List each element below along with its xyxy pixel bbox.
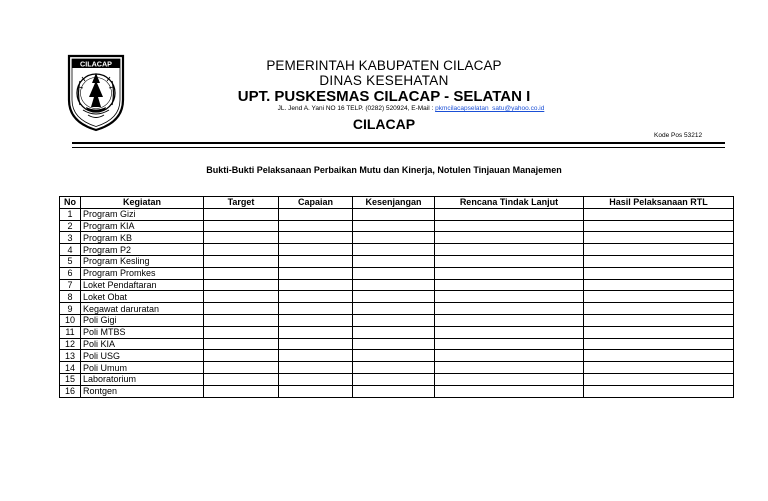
kesenjangan-cell[interactable]	[353, 373, 435, 385]
capaian-cell[interactable]	[279, 232, 353, 244]
target-cell[interactable]	[204, 338, 279, 350]
row-number-cell: 8	[60, 291, 81, 303]
capaian-cell[interactable]	[279, 362, 353, 374]
kegiatan-cell: Rontgen	[81, 385, 204, 397]
row-number-cell: 14	[60, 362, 81, 374]
kesenjangan-cell[interactable]	[353, 244, 435, 256]
hasil-pelaksanaan-rtl-cell[interactable]	[584, 303, 734, 315]
target-cell[interactable]	[204, 373, 279, 385]
hasil-pelaksanaan-rtl-cell[interactable]	[584, 291, 734, 303]
row-number-cell: 7	[60, 279, 81, 291]
target-cell[interactable]	[204, 279, 279, 291]
table-row	[60, 232, 734, 244]
table-row	[60, 373, 734, 385]
rencana-tindak-lanjut-cell[interactable]	[435, 255, 584, 267]
row-number-cell: 4	[60, 244, 81, 256]
kegiatan-cell: Program Gizi	[81, 208, 204, 220]
row-number-cell: 16	[60, 385, 81, 397]
hasil-pelaksanaan-rtl-cell[interactable]	[584, 338, 734, 350]
table-row	[60, 362, 734, 374]
rencana-tindak-lanjut-cell[interactable]	[435, 208, 584, 220]
table-row	[60, 267, 734, 279]
capaian-cell[interactable]	[279, 267, 353, 279]
kegiatan-cell: Loket Pendaftaran	[81, 279, 204, 291]
kegiatan-cell: Laboratorium	[81, 373, 204, 385]
row-number-cell: 2	[60, 220, 81, 232]
kegiatan-cell: Program Promkes	[81, 267, 204, 279]
table-row	[60, 338, 734, 350]
rencana-tindak-lanjut-cell[interactable]	[435, 350, 584, 362]
header-address: JL. Jend A. Yani NO 16 TELP. (0282) 520924, E-Mail :	[277, 105, 436, 112]
row-number-cell: 1	[60, 208, 81, 220]
table-row	[60, 244, 734, 256]
kesenjangan-cell[interactable]	[353, 338, 435, 350]
capaian-cell[interactable]	[279, 338, 353, 350]
table-row	[60, 279, 734, 291]
hasil-pelaksanaan-rtl-cell[interactable]	[584, 232, 734, 244]
row-number-cell: 11	[60, 326, 81, 338]
table-row	[60, 385, 734, 397]
kesenjangan-cell[interactable]	[353, 326, 435, 338]
table-row	[60, 220, 734, 232]
table-row	[60, 350, 734, 362]
kegiatan-cell: Program KIA	[81, 220, 204, 232]
hasil-pelaksanaan-rtl-cell[interactable]	[584, 208, 734, 220]
row-number-cell: 13	[60, 350, 81, 362]
rencana-tindak-lanjut-cell[interactable]	[435, 244, 584, 256]
row-number-cell: 15	[60, 373, 81, 385]
header-divider-thick	[72, 142, 725, 144]
svg-text:CILACAP: CILACAP	[80, 59, 112, 69]
hasil-pelaksanaan-rtl-cell[interactable]	[584, 326, 734, 338]
rencana-tindak-lanjut-cell[interactable]	[435, 279, 584, 291]
header-divider-thin	[72, 147, 725, 148]
capaian-cell[interactable]	[279, 373, 353, 385]
kesenjangan-cell[interactable]	[353, 350, 435, 362]
kegiatan-cell: Poli Umum	[81, 362, 204, 374]
column-header-hasil-pelaksanaan-rtl: Hasil Pelaksanaan RTL	[584, 197, 734, 209]
table-row	[60, 208, 734, 220]
rencana-tindak-lanjut-cell[interactable]	[435, 338, 584, 350]
target-cell[interactable]	[204, 232, 279, 244]
capaian-cell[interactable]	[279, 326, 353, 338]
kegiatan-cell: Poli MTBS	[81, 326, 204, 338]
target-cell[interactable]	[204, 208, 279, 220]
target-cell[interactable]	[204, 291, 279, 303]
rencana-tindak-lanjut-cell[interactable]	[435, 267, 584, 279]
kesenjangan-cell[interactable]	[353, 303, 435, 315]
rencana-tindak-lanjut-cell[interactable]	[435, 373, 584, 385]
column-header-capaian: Capaian	[279, 197, 353, 209]
hasil-pelaksanaan-rtl-cell[interactable]	[584, 385, 734, 397]
row-number-cell: 12	[60, 338, 81, 350]
target-cell[interactable]	[204, 326, 279, 338]
header-institution-name: UPT. PUSKESMAS CILACAP - SELATAN I	[237, 88, 531, 105]
kegiatan-cell: Kegawat daruratan	[81, 303, 204, 315]
kesenjangan-cell[interactable]	[353, 314, 435, 326]
target-cell[interactable]	[204, 244, 279, 256]
header-government-line: PEMERINTAH KABUPATEN CILACAP	[266, 58, 502, 73]
kegiatan-cell: Program Kesling	[81, 255, 204, 267]
capaian-cell[interactable]	[279, 279, 353, 291]
rencana-tindak-lanjut-cell[interactable]	[435, 326, 584, 338]
kesenjangan-cell[interactable]	[353, 220, 435, 232]
target-cell[interactable]	[204, 267, 279, 279]
header-email-link[interactable]: pkmcilacapselatan_satu@yahoo.co.id	[435, 105, 545, 112]
kegiatan-cell: Program P2	[81, 244, 204, 256]
kesenjangan-cell[interactable]	[353, 255, 435, 267]
column-header-no: No	[60, 197, 81, 209]
header-address-line	[27, 106, 768, 113]
capaian-cell[interactable]	[279, 350, 353, 362]
kegiatan-cell: Poli KIA	[81, 338, 204, 350]
capaian-cell[interactable]	[279, 255, 353, 267]
target-cell[interactable]	[204, 314, 279, 326]
table-row	[60, 314, 734, 326]
hasil-pelaksanaan-rtl-cell[interactable]	[584, 362, 734, 374]
kesenjangan-cell[interactable]	[353, 208, 435, 220]
rencana-tindak-lanjut-cell[interactable]	[435, 362, 584, 374]
target-cell[interactable]	[204, 362, 279, 374]
rencana-tindak-lanjut-cell[interactable]	[435, 385, 584, 397]
row-number-cell: 5	[60, 255, 81, 267]
kesenjangan-cell[interactable]	[353, 232, 435, 244]
capaian-cell[interactable]	[279, 314, 353, 326]
hasil-pelaksanaan-rtl-cell[interactable]	[584, 373, 734, 385]
row-number-cell: 9	[60, 303, 81, 315]
rencana-tindak-lanjut-cell[interactable]	[435, 220, 584, 232]
header-city: CILACAP	[352, 116, 416, 132]
kesenjangan-cell[interactable]	[353, 279, 435, 291]
header-department-line: DINAS KESEHATAN	[319, 73, 449, 88]
target-cell[interactable]	[204, 220, 279, 232]
hasil-pelaksanaan-rtl-cell[interactable]	[584, 244, 734, 256]
evaluation-table	[59, 196, 734, 398]
kesenjangan-cell[interactable]	[353, 291, 435, 303]
table-row	[60, 255, 734, 267]
rencana-tindak-lanjut-cell[interactable]	[435, 314, 584, 326]
capaian-cell[interactable]	[279, 244, 353, 256]
hasil-pelaksanaan-rtl-cell[interactable]	[584, 350, 734, 362]
row-number-cell: 3	[60, 232, 81, 244]
hasil-pelaksanaan-rtl-cell[interactable]	[584, 255, 734, 267]
capaian-cell[interactable]	[279, 220, 353, 232]
column-header-rencana-tindak-lanjut: Rencana Tindak Lanjut	[435, 197, 584, 209]
hasil-pelaksanaan-rtl-cell[interactable]	[584, 279, 734, 291]
capaian-cell[interactable]	[279, 303, 353, 315]
kegiatan-cell: Poli USG	[81, 350, 204, 362]
row-number-cell: 10	[60, 314, 81, 326]
table-body	[60, 208, 734, 397]
row-number-cell: 6	[60, 267, 81, 279]
header-postal-code: Kode Pos 53212	[654, 132, 703, 139]
kesenjangan-cell[interactable]	[353, 385, 435, 397]
kegiatan-cell: Loket Obat	[81, 291, 204, 303]
kesenjangan-cell[interactable]	[353, 267, 435, 279]
document-title: Bukti-Bukti Pelaksanaan Perbaikan Mutu dan Kinerja, Notulen Tinjauan Manajemen	[206, 165, 562, 175]
capaian-cell[interactable]	[279, 291, 353, 303]
hasil-pelaksanaan-rtl-cell[interactable]	[584, 314, 734, 326]
table-header-row	[60, 197, 734, 209]
kegiatan-cell: Program KB	[81, 232, 204, 244]
column-header-kegiatan: Kegiatan	[81, 197, 204, 209]
rencana-tindak-lanjut-cell[interactable]	[435, 291, 584, 303]
capaian-cell[interactable]	[279, 385, 353, 397]
hasil-pelaksanaan-rtl-cell[interactable]	[584, 267, 734, 279]
table-row	[60, 326, 734, 338]
kegiatan-cell: Poli Gigi	[81, 314, 204, 326]
target-cell[interactable]	[204, 255, 279, 267]
column-header-kesenjangan: Kesenjangan	[353, 197, 435, 209]
target-cell[interactable]	[204, 385, 279, 397]
target-cell[interactable]	[204, 303, 279, 315]
rencana-tindak-lanjut-cell[interactable]	[435, 303, 584, 315]
kesenjangan-cell[interactable]	[353, 362, 435, 374]
column-header-target: Target	[204, 197, 279, 209]
target-cell[interactable]	[204, 350, 279, 362]
table-row	[60, 303, 734, 315]
hasil-pelaksanaan-rtl-cell[interactable]	[584, 220, 734, 232]
table-row	[60, 291, 734, 303]
rencana-tindak-lanjut-cell[interactable]	[435, 232, 584, 244]
capaian-cell[interactable]	[279, 208, 353, 220]
